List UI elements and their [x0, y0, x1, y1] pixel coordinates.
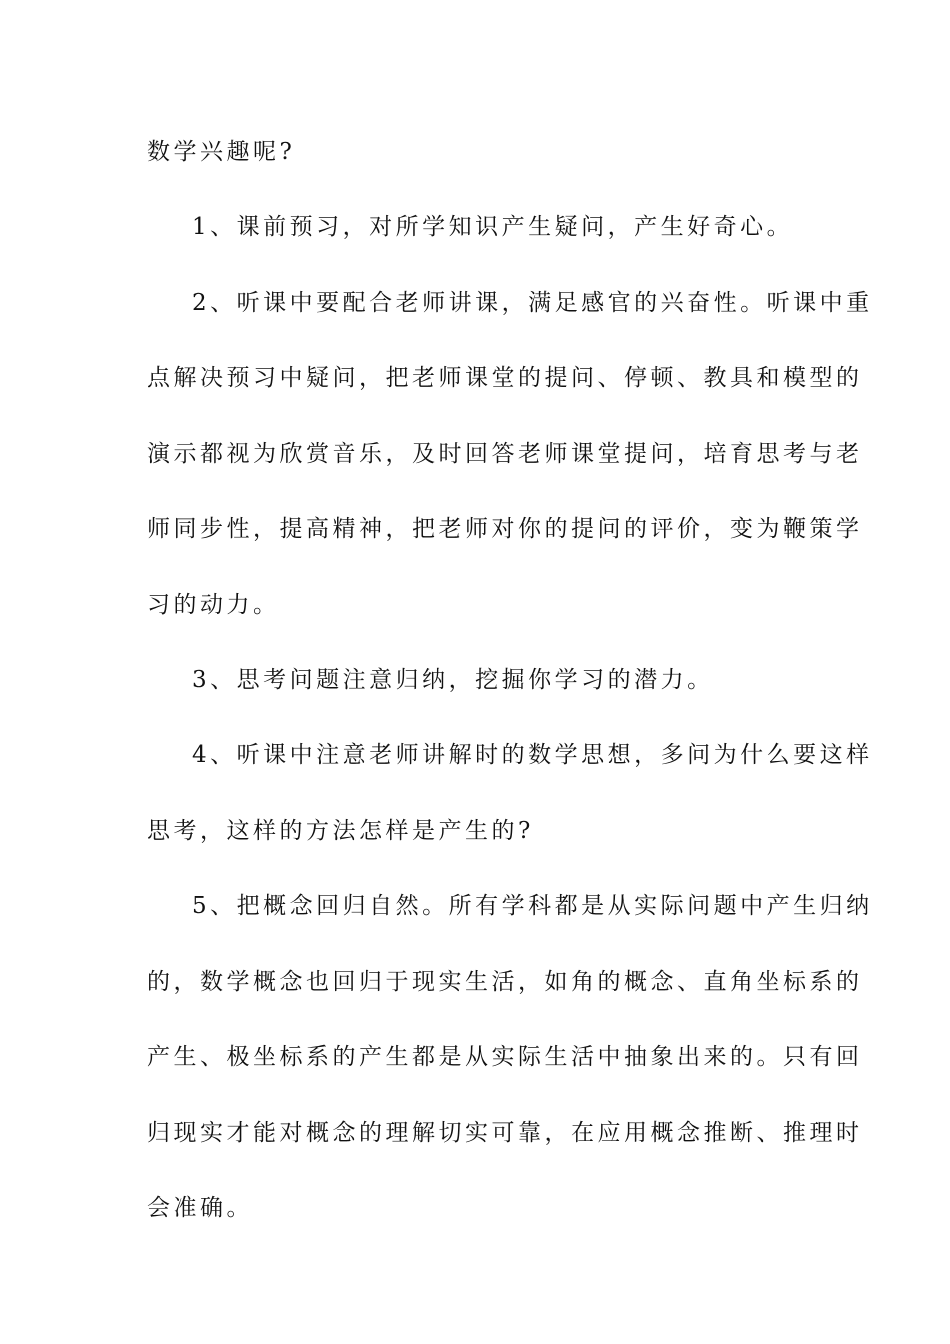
- text-line: 归现实才能对概念的理解切实可靠，在应用概念推断、推理时: [147, 1120, 863, 1146]
- paragraph-line: 4、听课中注意老师讲解时的数学思想，多问为什么要这样: [192, 742, 873, 768]
- text-line: 师同步性，提高精神，把老师对你的提问的评价，变为鞭策学: [147, 516, 863, 542]
- text-line: 的，数学概念也回归于现实生活，如角的概念、直角坐标系的: [147, 969, 863, 995]
- text-line: 点解决预习中疑问，把老师课堂的提问、停顿、教具和模型的: [147, 365, 863, 391]
- text-line: 演示都视为欣赏音乐，及时回答老师课堂提问，培育思考与老: [147, 441, 863, 467]
- paragraph-line: 3、思考问题注意归纳，挖掘你学习的潜力。: [192, 667, 714, 693]
- text-line: 产生、极坐标系的产生都是从实际生活中抽象出来的。只有回: [147, 1044, 863, 1070]
- paragraph-line: 5、把概念回归自然。所有学科都是从实际问题中产生归纳: [192, 893, 873, 919]
- text-line: 习的动力。: [147, 592, 280, 618]
- paragraph-line: 1、课前预习，对所学知识产生疑问，产生好奇心。: [192, 214, 794, 240]
- text-line: 思考，这样的方法怎样是产生的?: [147, 818, 534, 844]
- text-line: 会准确。: [147, 1195, 253, 1221]
- text-line: 数学兴趣呢?: [147, 139, 296, 165]
- paragraph-line: 2、听课中要配合老师讲课，满足感官的兴奋性。听课中重: [192, 290, 873, 316]
